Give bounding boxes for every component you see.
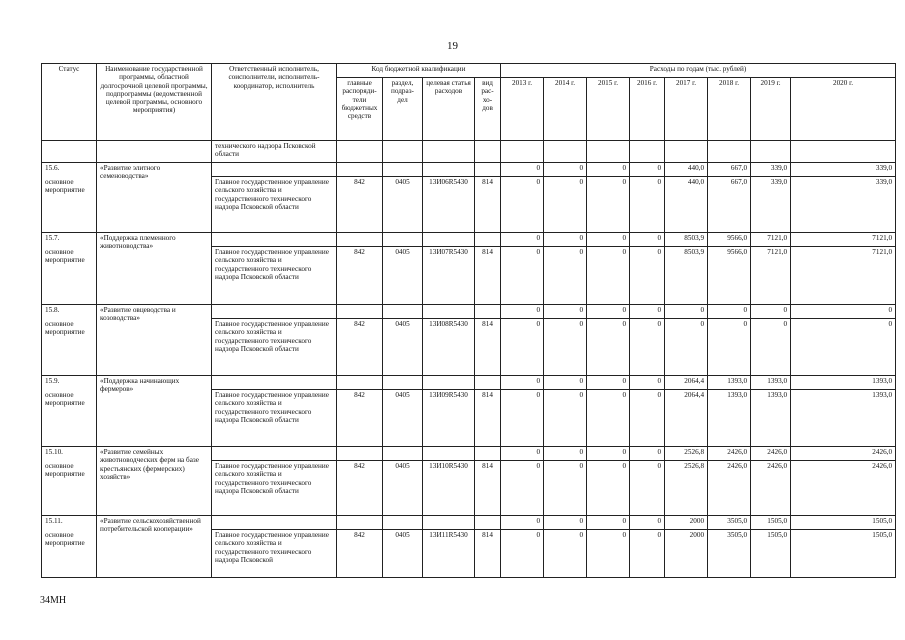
year-total-value: 0	[501, 233, 544, 247]
budget-code: 0405	[383, 530, 423, 578]
header-status: Статус	[42, 64, 97, 141]
section-number: 15.10.	[42, 447, 97, 461]
header-year: 2015 г.	[587, 78, 630, 141]
year-value: 0	[630, 530, 665, 578]
section-name: «Поддержка начинающих фермеров»	[97, 376, 212, 447]
header-year: 2019 г.	[751, 78, 791, 141]
year-value: 0	[630, 247, 665, 305]
year-total-value: 1393,0	[751, 376, 791, 390]
year-value: 0	[544, 177, 587, 233]
year-value: 1393,0	[708, 390, 751, 447]
year-total-value: 0	[544, 376, 587, 390]
section-number: 15.11.	[42, 516, 97, 530]
section-total-row	[42, 447, 896, 461]
year-total-value: 2526,8	[665, 447, 708, 461]
year-value: 0	[630, 390, 665, 447]
year-total-value: 0	[544, 233, 587, 247]
year-value: 440,0	[665, 177, 708, 233]
section-name: «Развитие семейных животноводческих ферм на базе крестьянских (фермерских) хозяйств»	[97, 447, 212, 516]
year-value: 2526,8	[665, 461, 708, 516]
section-number: 15.7.	[42, 233, 97, 247]
header-year: 2013 г.	[501, 78, 544, 141]
header-code-col: раздел, подраз-дел	[383, 78, 423, 141]
year-total-value: 7121,0	[751, 233, 791, 247]
year-value: 339,0	[751, 177, 791, 233]
year-total-value: 0	[501, 163, 544, 177]
year-value: 0	[665, 319, 708, 376]
year-value: 9566,0	[708, 247, 751, 305]
year-total-value: 0	[587, 516, 630, 530]
budget-code: 0405	[383, 247, 423, 305]
year-total-value: 7121,0	[791, 233, 896, 247]
year-total-value: 0	[501, 516, 544, 530]
header-code-col: вид рас-хо-дов	[475, 78, 501, 141]
section-name: «Развитие элитного семеноводства»	[97, 163, 212, 233]
year-total-value: 0	[630, 305, 665, 319]
header-year: 2020 г.	[791, 78, 896, 141]
year-total-value: 667,0	[708, 163, 751, 177]
year-value: 2426,0	[791, 461, 896, 516]
year-value: 667,0	[708, 177, 751, 233]
budget-code: 13И08R5430	[423, 319, 475, 376]
header-year: 2017 г.	[665, 78, 708, 141]
year-value: 0	[587, 247, 630, 305]
header-year: 2018 г.	[708, 78, 751, 141]
year-total-value: 0	[587, 305, 630, 319]
budget-code: 814	[475, 530, 501, 578]
year-value: 0	[587, 390, 630, 447]
budget-code: 842	[337, 461, 383, 516]
year-value: 0	[587, 461, 630, 516]
continuation-row	[42, 141, 896, 163]
executor-text: Главное государственное управление сельского хозяйства и государственного технического надзора Псковской области	[212, 461, 337, 516]
year-value: 8503,9	[665, 247, 708, 305]
section-total-row	[42, 516, 896, 530]
executor-text: Главное государственное управление сельского хозяйства и государственного технического надзора Псковской области	[212, 247, 337, 305]
year-total-value: 0	[630, 163, 665, 177]
year-total-value: 0	[587, 163, 630, 177]
year-total-value: 0	[544, 516, 587, 530]
budget-code: 13И10R5430	[423, 461, 475, 516]
year-value: 0	[544, 247, 587, 305]
section-name: «Развитие сельскохозяйственной потребительской кооперации»	[97, 516, 212, 578]
year-total-value: 1393,0	[791, 376, 896, 390]
year-value: 7121,0	[751, 247, 791, 305]
section-type: основное мероприятие	[42, 530, 97, 578]
section-number: 15.8.	[42, 305, 97, 319]
year-value: 0	[587, 319, 630, 376]
section-name: «Поддержка племенного животноводства»	[97, 233, 212, 305]
year-value: 1505,0	[751, 530, 791, 578]
budget-code: 814	[475, 177, 501, 233]
budget-code: 0405	[383, 177, 423, 233]
year-value: 2000	[665, 530, 708, 578]
section-total-row	[42, 376, 896, 390]
year-value: 0	[630, 319, 665, 376]
budget-code: 0405	[383, 390, 423, 447]
continuation-text: технического надзора Псковской области	[212, 141, 337, 163]
year-value: 2064,4	[665, 390, 708, 447]
year-value: 0	[751, 319, 791, 376]
year-total-value: 0	[630, 233, 665, 247]
year-value: 0	[501, 530, 544, 578]
year-total-value: 0	[587, 376, 630, 390]
year-value: 1505,0	[791, 530, 896, 578]
section-type: основное мероприятие	[42, 461, 97, 516]
budget-code: 814	[475, 247, 501, 305]
year-total-value: 0	[791, 305, 896, 319]
year-total-value: 8503,9	[665, 233, 708, 247]
year-value: 1393,0	[751, 390, 791, 447]
year-value: 2426,0	[708, 461, 751, 516]
section-type: основное мероприятие	[42, 177, 97, 233]
year-total-value: 0	[587, 447, 630, 461]
year-total-value: 0	[665, 305, 708, 319]
year-value: 0	[587, 177, 630, 233]
year-value: 0	[544, 319, 587, 376]
header-year: 2014 г.	[544, 78, 587, 141]
header-year: 2016 г.	[630, 78, 665, 141]
year-total-value: 2426,0	[791, 447, 896, 461]
year-total-value: 0	[708, 305, 751, 319]
year-total-value: 0	[501, 447, 544, 461]
budget-code: 842	[337, 319, 383, 376]
header-executor: Ответственный исполнитель, соисполнители, исполнитель-координатор, исполнитель	[212, 64, 337, 141]
year-value: 7121,0	[791, 247, 896, 305]
year-total-value: 339,0	[791, 163, 896, 177]
year-total-value: 0	[751, 305, 791, 319]
year-total-value: 0	[501, 376, 544, 390]
year-value: 0	[501, 177, 544, 233]
year-value: 0	[501, 390, 544, 447]
year-value: 2426,0	[751, 461, 791, 516]
year-value: 0	[501, 319, 544, 376]
page-number: 19	[447, 40, 458, 52]
budget-code: 842	[337, 247, 383, 305]
year-value: 0	[544, 390, 587, 447]
year-total-value: 3505,0	[708, 516, 751, 530]
section-total-row	[42, 305, 896, 319]
executor-text: Главное государственное управление сельского хозяйства и государственного технического надзора Псковской области	[212, 177, 337, 233]
year-total-value: 1505,0	[791, 516, 896, 530]
year-total-value: 339,0	[751, 163, 791, 177]
section-total-row	[42, 163, 896, 177]
year-value: 0	[587, 530, 630, 578]
budget-table	[41, 63, 896, 578]
year-total-value: 0	[501, 305, 544, 319]
header-code-col: главные распоряди-тели бюджетных средств	[337, 78, 383, 141]
year-total-value: 1393,0	[708, 376, 751, 390]
section-number: 15.6.	[42, 163, 97, 177]
year-total-value: 2426,0	[708, 447, 751, 461]
budget-code: 13И09R5430	[423, 390, 475, 447]
header-code-col: целевая статья расходов	[423, 78, 475, 141]
year-total-value: 0	[544, 447, 587, 461]
header-name: Наименование государственной программы, областной долгосрочной целевой программы, подпрограммы (ведомственной целевой программы, основного мероприятия)	[97, 64, 212, 141]
executor-text: Главное государственное управление сельского хозяйства и государственного технического надзора Псковской	[212, 530, 337, 578]
year-total-value: 0	[587, 233, 630, 247]
footer-code: 34МН	[40, 595, 67, 606]
section-total-row	[42, 233, 896, 247]
year-value: 0	[544, 461, 587, 516]
year-value: 339,0	[791, 177, 896, 233]
year-value: 0	[708, 319, 751, 376]
year-total-value: 0	[630, 516, 665, 530]
section-type: основное мероприятие	[42, 319, 97, 376]
year-value: 0	[501, 461, 544, 516]
year-total-value: 2426,0	[751, 447, 791, 461]
budget-code: 842	[337, 530, 383, 578]
executor-text: Главное государственное управление сельского хозяйства и государственного технического надзора Псковской области	[212, 319, 337, 376]
section-number: 15.9.	[42, 376, 97, 390]
year-value: 0	[501, 247, 544, 305]
year-value: 0	[791, 319, 896, 376]
year-value: 0	[544, 530, 587, 578]
budget-code: 842	[337, 390, 383, 447]
budget-code: 0405	[383, 319, 423, 376]
budget-code: 13И06R5430	[423, 177, 475, 233]
year-total-value: 0	[630, 447, 665, 461]
budget-code: 842	[337, 177, 383, 233]
budget-code: 814	[475, 390, 501, 447]
year-value: 1393,0	[791, 390, 896, 447]
header-expenses: Расходы по годам (тыс. рублей)	[501, 64, 896, 78]
year-total-value: 2000	[665, 516, 708, 530]
year-value: 0	[630, 177, 665, 233]
section-type: основное мероприятие	[42, 247, 97, 305]
year-value: 0	[630, 461, 665, 516]
year-value: 3505,0	[708, 530, 751, 578]
year-total-value: 440,0	[665, 163, 708, 177]
year-total-value: 2064,4	[665, 376, 708, 390]
year-total-value: 1505,0	[751, 516, 791, 530]
year-total-value: 0	[630, 376, 665, 390]
year-total-value: 9566,0	[708, 233, 751, 247]
budget-code: 814	[475, 461, 501, 516]
year-total-value: 0	[544, 305, 587, 319]
budget-code: 814	[475, 319, 501, 376]
budget-code: 13И07R5430	[423, 247, 475, 305]
budget-code: 0405	[383, 461, 423, 516]
year-total-value: 0	[544, 163, 587, 177]
section-name: «Развитие овцеводства и козоводства»	[97, 305, 212, 376]
section-type: основное мероприятие	[42, 390, 97, 447]
budget-code: 13И11R5430	[423, 530, 475, 578]
header-budget-code: Код бюджетной квалификации	[337, 64, 501, 78]
executor-text: Главное государственное управление сельского хозяйства и государственного технического надзора Псковской области	[212, 390, 337, 447]
